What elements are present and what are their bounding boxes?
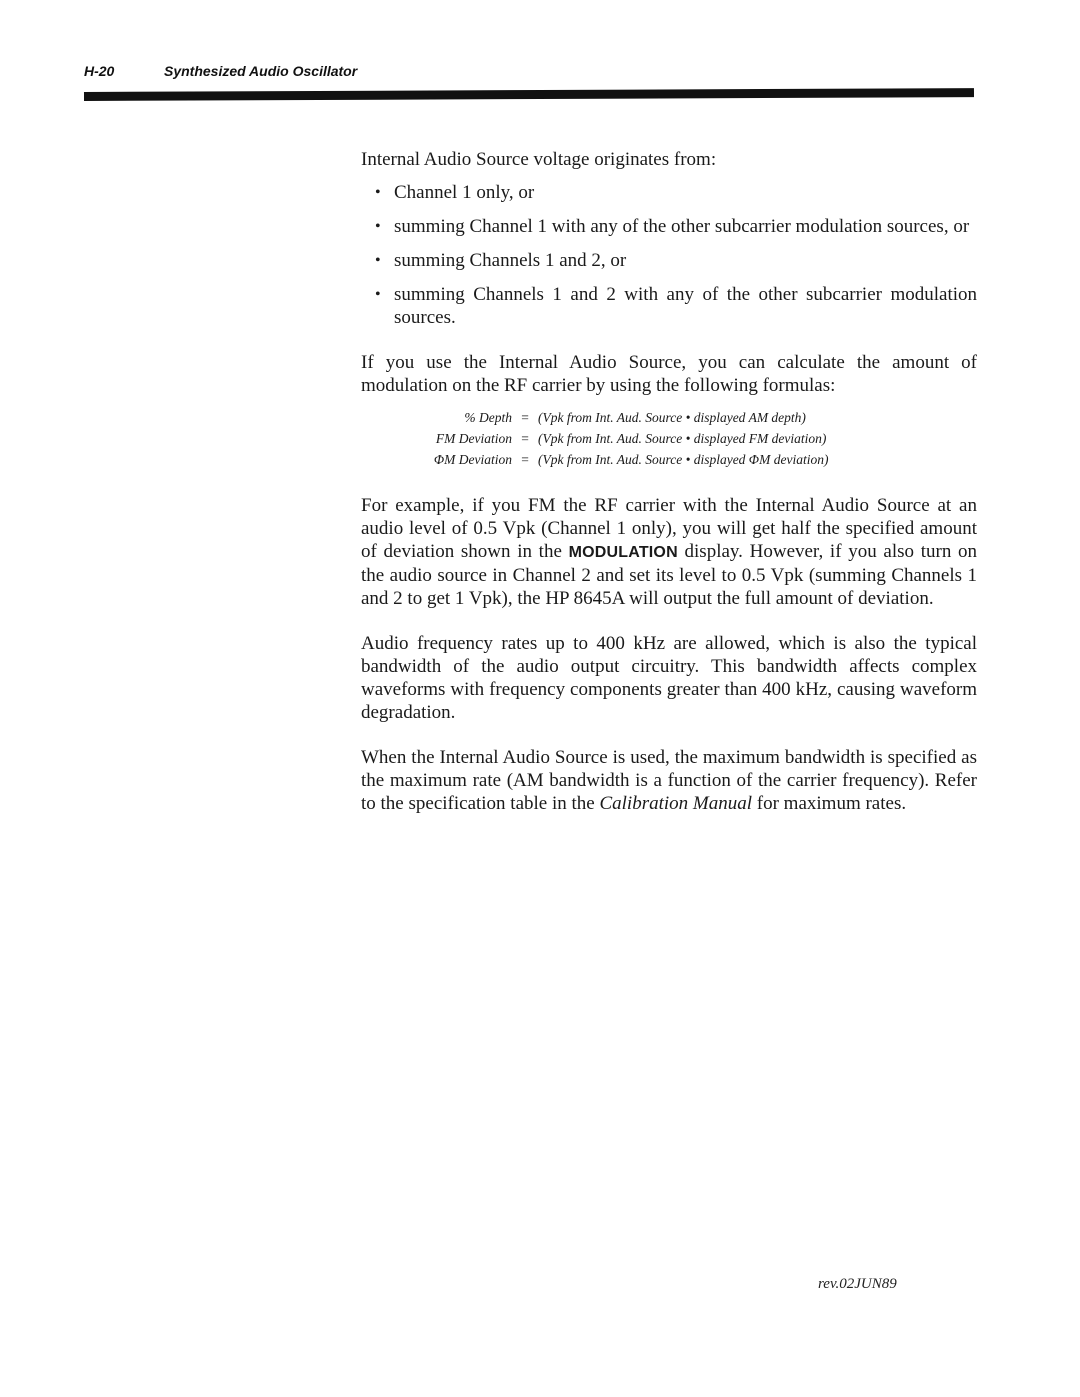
formula-rhs: (Vpk from Int. Aud. Source • displayed FM deviation) [538,431,827,446]
formula-lhs: % Depth [464,410,512,425]
revision-stamp: rev.02JUN89 [818,1276,897,1292]
formula-block [361,407,977,470]
modulation-keyword: MODULATION [568,544,678,561]
formula-row-phim [361,449,977,470]
formula-intro-paragraph: If you use the Internal Audio Source, you can calculate the amount of modulation on the RF carrier by using the following formulas: [361,352,977,396]
page-number: H-20 [84,63,115,79]
bullet-icon: • [375,286,381,303]
list-item: • summing Channel 1 with any of the other subcarrier modulation sources, or [375,216,970,237]
example-paragraph: For example, if you FM the RF carrier with the Internal Audio Source at an audio level of 0.5 Vpk (Channel 1 only), you will get half the specified amount of deviation shown in the MODULATION display. However, if you also turn on the audio source in Channel 2 and set its level to 0.5 Vpk (summing Channels 1 and 2 to get 1 Vpk), the HP 8645A will output the full amount of deviation. [361,495,978,609]
bandwidth-paragraph: When the Internal Audio Source is used, the maximum bandwidth is specified as the maximum rate (AM bandwidth is a function of the carrier frequency). Refer to the specification table in the Calibration Manual for maximum rates. [361,747,977,814]
page-body [361,148,977,837]
bullet-icon: • [375,218,381,235]
formula-lhs: ΦM Deviation [433,452,512,467]
source-list [361,181,977,329]
formula-equals: = [521,452,529,467]
bullet-icon: • [375,252,381,269]
formula-row-fm [361,428,977,449]
formula-rhs: (Vpk from Int. Aud. Source • displayed AM depth) [538,410,806,425]
running-header [84,63,357,79]
bullet-icon: • [375,184,381,201]
manual-title: Calibration Manual [599,793,753,814]
formula-row-depth [361,407,977,428]
formula-lhs: FM Deviation [435,431,512,446]
list-item: • summing Channels 1 and 2, or [375,250,627,271]
list-item: • Channel 1 only, or [375,182,535,203]
header-rule [84,88,974,101]
intro-paragraph: Internal Audio Source voltage originates from: [361,149,717,170]
formula-equals: = [521,410,529,425]
formula-rhs: (Vpk from Int. Aud. Source • displayed ΦM deviation) [538,452,829,467]
list-item: • summing Channels 1 and 2 with any of the other subcarrier modulation sources. [375,284,977,328]
chapter-title: Synthesized Audio Oscillator [164,63,358,79]
formula-equals: = [521,431,529,446]
audio-rates-paragraph: Audio frequency rates up to 400 kHz are allowed, which is also the typical bandwidth of the audio output circuitry. This bandwidth affects complex waveforms with frequency components greater than 400 kHz, causing waveform degradation. [361,633,977,723]
